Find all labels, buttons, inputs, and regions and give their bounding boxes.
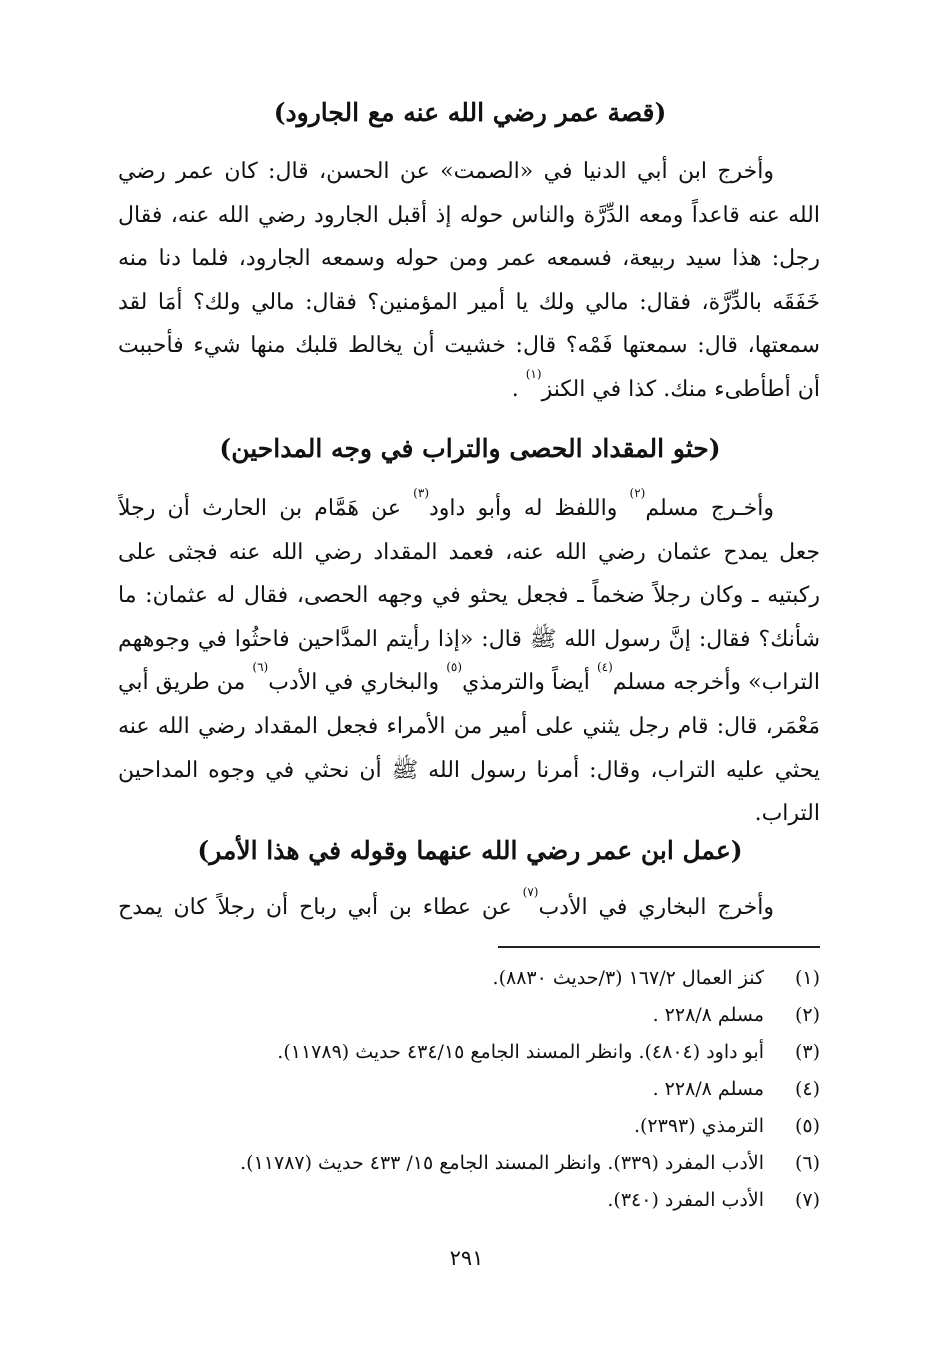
footnote-marker: (٢) <box>629 487 646 500</box>
text-line: سمعتها، قال: سمعتها فَمْه؟ قال: خشيت أن يخالط قلبك منها شيء فأحببت <box>118 333 820 359</box>
paragraph-miqdad <box>118 487 820 836</box>
text-fragment: التراب» وأخرجه مسلم <box>612 670 820 696</box>
text-fragment: من طريق أبي <box>118 670 253 696</box>
text-line <box>118 886 820 930</box>
text-fragment: أن أطأطىء منك. كذا في الكنز <box>541 376 820 402</box>
paragraph-ibn-umar <box>118 886 820 930</box>
text-fragment: أيضاً والترمذي <box>462 670 597 696</box>
text-line: شأنك؟ فقال: إنَّ رسول الله ﷺ قال: «إذا رأيتم المدَّاحين فاحثُوا في وجوههم <box>118 626 820 652</box>
text-line: مَعْمَر، قال: قام رجل يثني على أمير من الأمراء فجعل المقداد رضي الله عنه <box>118 713 820 739</box>
footnote-marker: (٣) <box>413 487 429 500</box>
text-fragment: والبخاري في الأدب <box>268 670 447 696</box>
section-heading-miqdad: (حثو المقداد الحصى والتراب في وجه المداحين) <box>219 434 721 463</box>
footnote-item <box>100 1108 820 1145</box>
footnote-item <box>100 1182 820 1219</box>
footnote-text: مسلم ٢٢٨/٨ . <box>652 1004 764 1026</box>
paragraph-jarud <box>118 150 820 412</box>
footnote-marker: (١) <box>525 367 542 381</box>
footnote-text: الأدب المفرد (٣٣٩). وانظر المسند الجامع ١٥/ ٤٣٣ حديث (١١٧٨٧). <box>240 1152 764 1174</box>
text-line: التراب. <box>754 801 820 827</box>
footnote-text: كنز العمال ١٦٧/٢ (٣/حديث ٨٨٣٠). <box>492 967 764 989</box>
footnote-text: مسلم ٢٢٨/٨ . <box>652 1078 764 1100</box>
footnote-separator <box>498 946 820 948</box>
text-line: يحثي عليه التراب، وقال: أمرنا رسول الله ﷺ أن نحثي في وجوه المداحين <box>118 757 820 783</box>
footnote-marker: (٤) <box>596 661 613 675</box>
footnote-number: (٣) <box>794 1041 820 1063</box>
section-heading-ibn-umar: (عمل ابن عمر رضي الله عنهما وقوله في هذا الأمر) <box>197 836 743 865</box>
footnote-text: أبو داود (٤٨٠٤). وانظر المسند الجامع ٤٣٤/١٥ حديث (١١٧٨٩). <box>277 1041 764 1063</box>
text-fragment: واللفظ له وأبو داود <box>429 496 630 521</box>
section-heading-jarud: (قصة عمر رضي الله عنه مع الجارود) <box>273 98 667 127</box>
footnote-item <box>100 960 820 997</box>
text-line: رجل: هذا سيد ربيعة، فسمعه عمر ومن حوله وسمعه الجارود، فلما دنا منه <box>118 246 820 272</box>
page-number: ٢٩١ <box>449 1246 484 1270</box>
text-fragment: عن هَمَّام بن الحارث أن رجلاً <box>118 496 414 521</box>
footnote-marker: (٦) <box>252 661 269 675</box>
footnote-marker: (٧) <box>522 886 539 899</box>
footnote-item <box>100 1034 820 1071</box>
text-line: الله عنه قاعداً ومعه الدِّرَّة والناس حوله إذ أقبل الجارود رضي الله عنه، فقال <box>118 202 820 228</box>
footnote-number: (٦) <box>794 1152 820 1174</box>
text-line: خَفَقَه بالدِّرَّة، فقال: مالي ولك يا أمير المؤمنين؟ فقال: مالي ولك؟ أمَا لقد <box>118 289 820 315</box>
text-line: وأخرج ابن أبي الدنيا في «الصمت» عن الحسن، قال: كان عمر رضي <box>118 159 774 184</box>
footnote-text: الأدب المفرد (٣٤٠). <box>607 1189 764 1211</box>
text-line: ركبتيه ـ وكان رجلاً ضخماً ـ فجعل يحثو في وجهه الحصى، فقال له عثمان: ما <box>118 583 820 609</box>
text-fragment: وأخـرج مسلم <box>645 496 774 521</box>
text-line <box>118 487 820 531</box>
text-fragment: . <box>511 376 526 402</box>
text-line <box>118 368 820 412</box>
footnote-item <box>100 997 820 1034</box>
text-line: جعل يمدح عثمان رضي الله عنه، فعمد المقداد رضي الله عنه فجثى على <box>118 539 820 565</box>
footnote-number: (١) <box>794 967 820 989</box>
footnote-text: الترمذي (٢٣٩٣). <box>633 1115 764 1137</box>
text-line <box>118 661 820 705</box>
footnote-item <box>100 1071 820 1108</box>
footnotes-list <box>100 960 820 1219</box>
footnote-number: (٤) <box>794 1078 820 1100</box>
text-fragment: عن عطاء بن أبي رباح أن رجلاً كان يمدح <box>118 895 523 920</box>
text-fragment: وأخرج البخاري في الأدب <box>538 895 774 920</box>
footnote-number: (٢) <box>794 1004 820 1026</box>
footnote-number: (٥) <box>794 1115 820 1137</box>
footnote-marker: (٥) <box>446 661 463 675</box>
footnote-item <box>100 1145 820 1182</box>
footnote-number: (٧) <box>794 1189 820 1211</box>
